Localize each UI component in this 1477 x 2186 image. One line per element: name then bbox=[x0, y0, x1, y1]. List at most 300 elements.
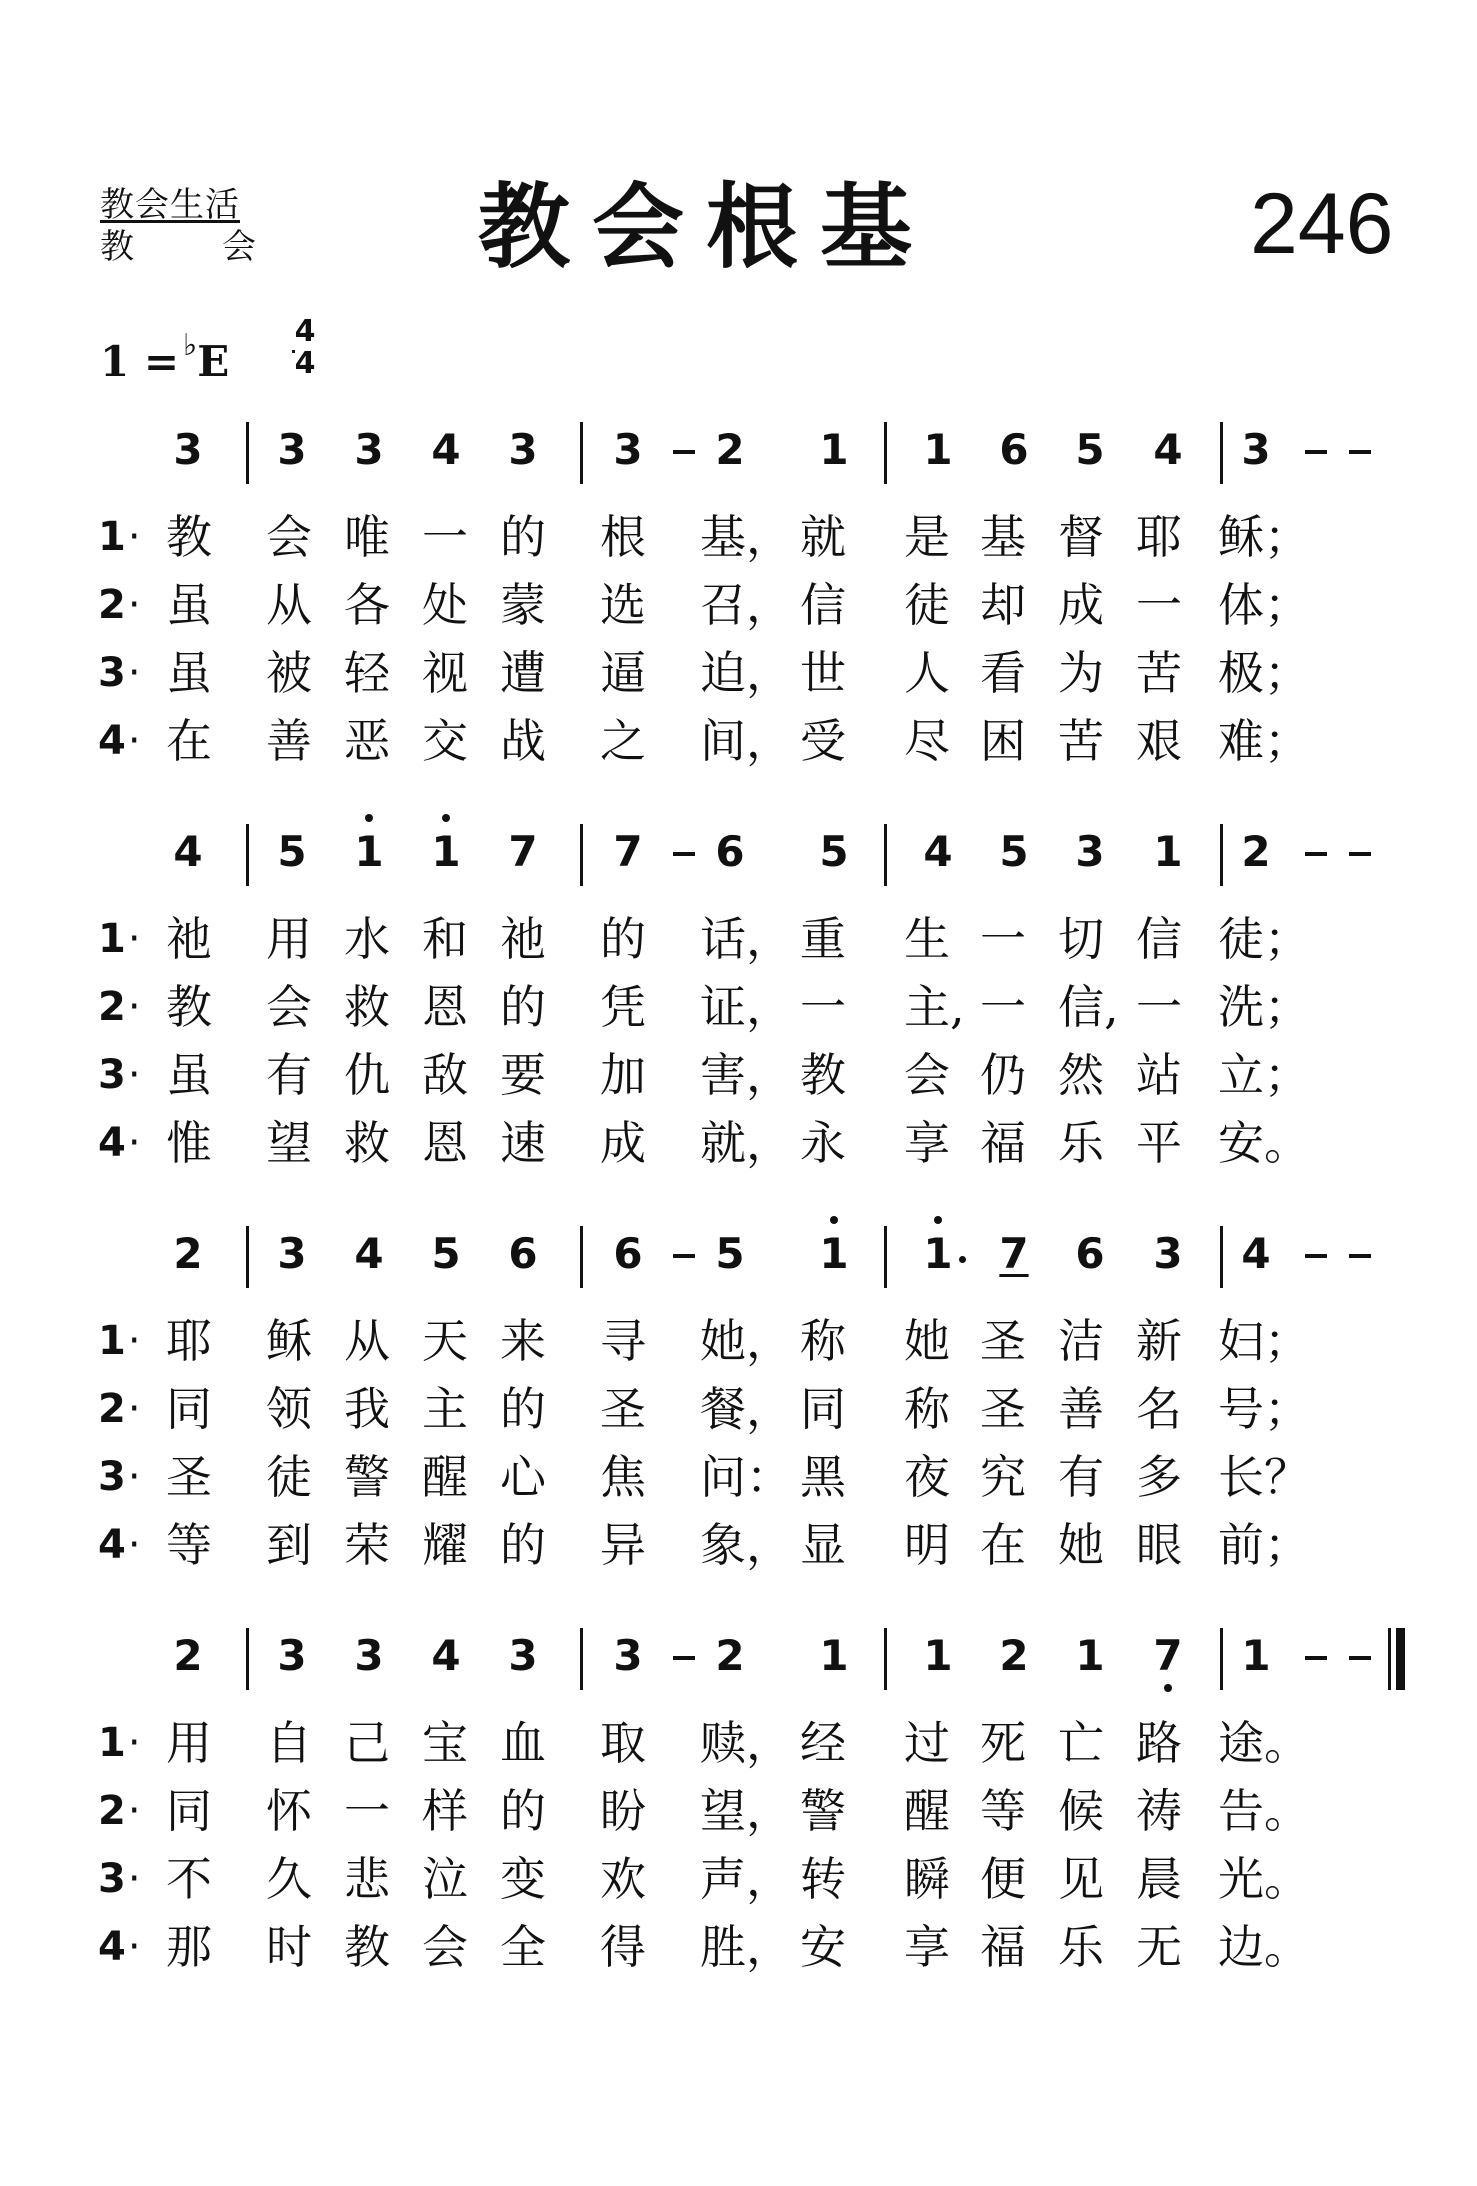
lyric-syllable: 迫， bbox=[700, 646, 792, 700]
lyric-syllable: 的 bbox=[600, 912, 646, 966]
dash-rest bbox=[673, 1656, 695, 1660]
lyric-syllable: 时 bbox=[266, 1920, 312, 1974]
lyric-syllable: 便 bbox=[980, 1852, 1026, 1906]
final-barline-thin bbox=[1388, 1628, 1391, 1690]
lyric-syllable: 遭 bbox=[500, 646, 546, 700]
verse-number: 2 · bbox=[98, 980, 141, 1034]
lyric-syllable: 间， bbox=[700, 714, 792, 768]
lyric-syllable: 苦 bbox=[1058, 714, 1104, 768]
lyric-syllable: 视 bbox=[422, 646, 468, 700]
note: 3 bbox=[1153, 1229, 1183, 1278]
dash-rest bbox=[673, 852, 695, 856]
lyric-syllable: 变 bbox=[500, 1852, 546, 1906]
lyric-syllable: 就， bbox=[700, 1116, 792, 1170]
lyric-syllable: 黑 bbox=[800, 1450, 846, 1504]
lyric-syllable: 一 bbox=[980, 980, 1026, 1034]
lyric-syllable: 死 bbox=[980, 1716, 1026, 1770]
lyric-syllable: 前； bbox=[1218, 1518, 1310, 1572]
barline bbox=[580, 1628, 583, 1690]
lyric-syllable: 仍 bbox=[980, 1048, 1026, 1102]
lyric-syllable: 多 bbox=[1136, 1450, 1182, 1504]
category-secondary-left: 教 bbox=[100, 227, 135, 267]
lyric-syllable: 的 bbox=[500, 1784, 546, 1838]
barline bbox=[1220, 1226, 1223, 1288]
note: 6 bbox=[508, 1229, 538, 1278]
lyric-syllable: 久 bbox=[266, 1852, 312, 1906]
dash-rest bbox=[1349, 1254, 1371, 1258]
lyric-syllable: 显 bbox=[800, 1518, 846, 1572]
lyric-syllable: 虽 bbox=[166, 1048, 212, 1102]
lyric-syllable: 边。 bbox=[1218, 1920, 1310, 1974]
lyric-syllable: 祂 bbox=[166, 912, 212, 966]
barline bbox=[884, 422, 887, 484]
lyric-syllable: 祷 bbox=[1136, 1784, 1182, 1838]
lyric-syllable: 教 bbox=[344, 1920, 390, 1974]
lyric-syllable: 安 bbox=[800, 1920, 846, 1974]
lyric-syllable: 不 bbox=[166, 1852, 212, 1906]
lyric-syllable: 赎， bbox=[700, 1716, 792, 1770]
verse-line bbox=[0, 646, 1477, 700]
lyric-syllable: 称 bbox=[800, 1314, 846, 1368]
lyric-syllable: 得 bbox=[600, 1920, 646, 1974]
lyric-syllable: 血 bbox=[500, 1716, 546, 1770]
lyric-syllable: 心 bbox=[500, 1450, 546, 1504]
verse-line bbox=[0, 1450, 1477, 1504]
lyric-syllable: 享 bbox=[904, 1116, 950, 1170]
lyric-syllable: 无 bbox=[1136, 1920, 1182, 1974]
lyric-syllable: 尽 bbox=[904, 714, 950, 768]
lyric-syllable: 妇； bbox=[1218, 1314, 1310, 1368]
lyric-syllable: 我 bbox=[344, 1382, 390, 1436]
lyric-syllable: 究 bbox=[980, 1450, 1026, 1504]
lyric-syllable: 一 bbox=[1136, 980, 1182, 1034]
verse-line bbox=[0, 1784, 1477, 1838]
verse-number: 3 · bbox=[98, 1450, 141, 1504]
lyric-syllable: 督 bbox=[1058, 510, 1104, 564]
lyric-syllable: 会 bbox=[266, 980, 312, 1034]
lyric-syllable: 加 bbox=[600, 1048, 646, 1102]
note: 3 bbox=[1241, 425, 1271, 474]
lyric-syllable: 平 bbox=[1136, 1116, 1182, 1170]
lyric-syllable: 她 bbox=[904, 1314, 950, 1368]
note: 1 bbox=[923, 1631, 953, 1680]
note: 3 bbox=[613, 1631, 643, 1680]
lyric-syllable: 逼 bbox=[600, 646, 646, 700]
lyric-syllable: 蒙 bbox=[500, 578, 546, 632]
lyric-syllable: 己 bbox=[344, 1716, 390, 1770]
note: 1 bbox=[349, 828, 389, 876]
lyric-syllable: 耶 bbox=[1136, 510, 1182, 564]
lyric-syllable: 虽 bbox=[166, 646, 212, 700]
lyric-syllable: 的 bbox=[500, 1382, 546, 1436]
lyric-syllable: 教 bbox=[166, 510, 212, 564]
lyric-syllable: 速 bbox=[500, 1116, 546, 1170]
lyric-syllable: 水 bbox=[344, 912, 390, 966]
final-barline-thick bbox=[1396, 1628, 1405, 1690]
lyric-syllable: 夜 bbox=[904, 1450, 950, 1504]
note: 5 bbox=[819, 827, 849, 876]
dash-rest bbox=[1305, 450, 1327, 454]
lyric-syllable: 各 bbox=[344, 578, 390, 632]
note: 7 bbox=[613, 827, 643, 876]
note: 7 bbox=[999, 1229, 1029, 1278]
lyric-syllable: 醒 bbox=[422, 1450, 468, 1504]
lyric-syllable: 极； bbox=[1218, 646, 1310, 700]
lyric-syllable: 和 bbox=[422, 912, 468, 966]
lyric-syllable: 警 bbox=[800, 1784, 846, 1838]
lyric-syllable: 餐， bbox=[700, 1382, 792, 1436]
note: 1 bbox=[814, 1230, 854, 1278]
lyric-syllable: 成 bbox=[1058, 578, 1104, 632]
lyric-syllable: 恩 bbox=[422, 1116, 468, 1170]
lyric-syllable: 会 bbox=[422, 1920, 468, 1974]
lyric-syllable: 明 bbox=[904, 1518, 950, 1572]
lyric-syllable: 福 bbox=[980, 1116, 1026, 1170]
lyric-syllable: 乐 bbox=[1058, 1116, 1104, 1170]
note: 3 bbox=[354, 425, 384, 474]
lyric-syllable: 被 bbox=[266, 646, 312, 700]
note: 7 bbox=[508, 827, 538, 876]
lyric-syllable: 享 bbox=[904, 1920, 950, 1974]
lyric-syllable: 切 bbox=[1058, 912, 1104, 966]
note: 5 bbox=[431, 1229, 461, 1278]
lyric-syllable: 名 bbox=[1136, 1382, 1182, 1436]
lyric-syllable: 望 bbox=[266, 1116, 312, 1170]
note: 4 bbox=[1153, 425, 1183, 474]
lyric-syllable: 宝 bbox=[422, 1716, 468, 1770]
lyric-syllable: 长？ bbox=[1218, 1450, 1310, 1504]
note: 1 bbox=[1075, 1631, 1105, 1680]
note: 1 bbox=[923, 425, 953, 474]
lyric-syllable: 洁 bbox=[1058, 1314, 1104, 1368]
note: 2 bbox=[715, 425, 745, 474]
verse-number: 3 · bbox=[98, 1048, 141, 1102]
lyric-syllable: 用 bbox=[166, 1716, 212, 1770]
lyric-syllable: 同 bbox=[800, 1382, 846, 1436]
verse-line bbox=[0, 1382, 1477, 1436]
verse-number: 3 · bbox=[98, 1852, 141, 1906]
lyric-syllable: 福 bbox=[980, 1920, 1026, 1974]
lyric-syllable: 望， bbox=[700, 1784, 792, 1838]
barline bbox=[580, 422, 583, 484]
lyric-syllable: 到 bbox=[266, 1518, 312, 1572]
note: 3 bbox=[508, 1631, 538, 1680]
note: 2 bbox=[999, 1631, 1029, 1680]
lyric-syllable: 在 bbox=[166, 714, 212, 768]
lyric-syllable: 圣 bbox=[980, 1314, 1026, 1368]
lyric-syllable: 艰 bbox=[1136, 714, 1182, 768]
lyric-syllable: 亡 bbox=[1058, 1716, 1104, 1770]
lyric-syllable: 来 bbox=[500, 1314, 546, 1368]
lyric-syllable: 告。 bbox=[1218, 1784, 1310, 1838]
note: 1 bbox=[1241, 1631, 1271, 1680]
verse-line bbox=[0, 1048, 1477, 1102]
lyric-syllable: 一 bbox=[980, 912, 1026, 966]
verse-line bbox=[0, 1116, 1477, 1170]
verse-number: 1 · bbox=[98, 510, 141, 564]
lyric-syllable: 信, bbox=[1058, 980, 1119, 1034]
lyric-syllable: 瞬 bbox=[904, 1852, 950, 1906]
lyric-syllable: 同 bbox=[166, 1382, 212, 1436]
lyric-syllable: 胜， bbox=[700, 1920, 792, 1974]
lyric-syllable: 怀 bbox=[266, 1784, 312, 1838]
note: 2 bbox=[173, 1631, 203, 1680]
lyric-syllable: 会 bbox=[904, 1048, 950, 1102]
lyric-syllable: 候 bbox=[1058, 1784, 1104, 1838]
lyric-syllable: 警 bbox=[344, 1450, 390, 1504]
lyric-syllable: 领 bbox=[266, 1382, 312, 1436]
dash-rest bbox=[673, 450, 695, 454]
lyric-syllable: 天 bbox=[422, 1314, 468, 1368]
note: 1 bbox=[1153, 827, 1183, 876]
lyric-syllable: 的 bbox=[500, 510, 546, 564]
lyric-syllable: 教 bbox=[166, 980, 212, 1034]
barline bbox=[580, 1226, 583, 1288]
note: 4 bbox=[354, 1229, 384, 1278]
category-primary: 教会生活 bbox=[100, 185, 240, 225]
lyric-syllable: 一 bbox=[422, 510, 468, 564]
lyric-syllable: 耀 bbox=[422, 1518, 468, 1572]
lyric-syllable: 重 bbox=[800, 912, 846, 966]
lyric-syllable: 根 bbox=[600, 510, 646, 564]
lyric-syllable: 乐 bbox=[1058, 1920, 1104, 1974]
note: 1 bbox=[819, 425, 849, 474]
key-prefix: 1 = bbox=[100, 337, 180, 386]
note: 3 bbox=[354, 1631, 384, 1680]
note: 1 bbox=[918, 1230, 958, 1278]
lyric-syllable: 从 bbox=[344, 1314, 390, 1368]
time-signature-bottom: 4 bbox=[294, 346, 316, 381]
lyric-syllable: 主 bbox=[422, 1382, 468, 1436]
lyric-syllable: 站 bbox=[1136, 1048, 1182, 1102]
lyric-syllable: 耶 bbox=[166, 1314, 212, 1368]
lyric-syllable: 过 bbox=[904, 1716, 950, 1770]
verse-number: 3 · bbox=[98, 646, 141, 700]
lyric-syllable: 全 bbox=[500, 1920, 546, 1974]
lyric-syllable: 象， bbox=[700, 1518, 792, 1572]
verse-number: 4 · bbox=[98, 1518, 141, 1572]
lyric-syllable: 永 bbox=[800, 1116, 846, 1170]
barline bbox=[246, 824, 249, 886]
note: 5 bbox=[999, 827, 1029, 876]
barline bbox=[246, 422, 249, 484]
lyric-syllable: 一 bbox=[800, 980, 846, 1034]
verse-line bbox=[0, 1852, 1477, 1906]
lyric-syllable: 安。 bbox=[1218, 1116, 1310, 1170]
dash-rest bbox=[1305, 1254, 1327, 1258]
note: 3 bbox=[1075, 827, 1105, 876]
lyric-syllable: 晨 bbox=[1136, 1852, 1182, 1906]
barline bbox=[884, 1226, 887, 1288]
flat-sign: ♭ bbox=[183, 328, 198, 363]
lyric-syllable: 转 bbox=[800, 1852, 846, 1906]
lyric-syllable: 醒 bbox=[904, 1784, 950, 1838]
verse-line bbox=[0, 510, 1477, 564]
barline bbox=[884, 1628, 887, 1690]
lyric-syllable: 在 bbox=[980, 1518, 1026, 1572]
note: 5 bbox=[1075, 425, 1105, 474]
lyric-syllable: 异 bbox=[600, 1518, 646, 1572]
lyric-syllable: 然 bbox=[1058, 1048, 1104, 1102]
lyric-syllable: 自 bbox=[266, 1716, 312, 1770]
lyric-syllable: 悲 bbox=[344, 1852, 390, 1906]
lyric-syllable: 人 bbox=[904, 646, 950, 700]
verse-number: 2 · bbox=[98, 578, 141, 632]
lyric-syllable: 从 bbox=[266, 578, 312, 632]
lyric-syllable: 主, bbox=[904, 980, 965, 1034]
lyric-syllable: 的 bbox=[500, 1518, 546, 1572]
lyric-syllable: 欢 bbox=[600, 1852, 646, 1906]
lyric-syllable: 善 bbox=[1058, 1382, 1104, 1436]
lyric-syllable: 的 bbox=[500, 980, 546, 1034]
lyric-syllable: 仇 bbox=[344, 1048, 390, 1102]
lyric-syllable: 体； bbox=[1218, 578, 1310, 632]
lyric-syllable: 路 bbox=[1136, 1716, 1182, 1770]
lyric-syllable: 稣； bbox=[1218, 510, 1310, 564]
verse-number: 4 · bbox=[98, 714, 141, 768]
lyric-syllable: 盼 bbox=[600, 1784, 646, 1838]
lyric-syllable: 话， bbox=[700, 912, 792, 966]
hymn-number: 246 bbox=[1250, 176, 1394, 272]
lyric-syllable: 取 bbox=[600, 1716, 646, 1770]
lyric-syllable: 信 bbox=[1136, 912, 1182, 966]
lyric-syllable: 基， bbox=[700, 510, 792, 564]
note: 1 bbox=[819, 1631, 849, 1680]
barline bbox=[884, 824, 887, 886]
note: 3 bbox=[613, 425, 643, 474]
barline bbox=[1220, 1628, 1223, 1690]
lyric-syllable: 眼 bbox=[1136, 1518, 1182, 1572]
lyric-syllable: 惟 bbox=[166, 1116, 212, 1170]
category-secondary bbox=[100, 227, 257, 267]
lyric-syllable: 见 bbox=[1058, 1852, 1104, 1906]
lyric-syllable: 成 bbox=[600, 1116, 646, 1170]
lyric-syllable: 教 bbox=[800, 1048, 846, 1102]
key-signature bbox=[100, 328, 229, 386]
verse-number: 4 · bbox=[98, 1116, 141, 1170]
lyric-syllable: 之 bbox=[600, 714, 646, 768]
lyric-syllable: 祂 bbox=[500, 912, 546, 966]
lyric-syllable: 圣 bbox=[980, 1382, 1026, 1436]
lyric-syllable: 受 bbox=[800, 714, 846, 768]
lyric-syllable: 声， bbox=[700, 1852, 792, 1906]
barline bbox=[246, 1628, 249, 1690]
lyric-syllable: 生 bbox=[904, 912, 950, 966]
lyric-syllable: 荣 bbox=[344, 1518, 390, 1572]
barline bbox=[1220, 422, 1223, 484]
note: 6 bbox=[613, 1229, 643, 1278]
note: 2 bbox=[1241, 827, 1271, 876]
note: 3 bbox=[277, 1229, 307, 1278]
lyric-syllable: 寻 bbox=[600, 1314, 646, 1368]
lyric-syllable: 有 bbox=[266, 1048, 312, 1102]
lyric-syllable: 问： bbox=[700, 1450, 792, 1504]
verse-line bbox=[0, 578, 1477, 632]
note: 3 bbox=[173, 425, 203, 474]
lyric-syllable: 会 bbox=[266, 510, 312, 564]
lyric-syllable: 难； bbox=[1218, 714, 1310, 768]
lyric-syllable: 敌 bbox=[422, 1048, 468, 1102]
verse-line bbox=[0, 714, 1477, 768]
verse-line bbox=[0, 980, 1477, 1034]
lyric-syllable: 途。 bbox=[1218, 1716, 1310, 1770]
lyric-syllable: 同 bbox=[166, 1784, 212, 1838]
note: 5 bbox=[277, 827, 307, 876]
note: 4 bbox=[431, 1631, 461, 1680]
lyric-syllable: 召， bbox=[700, 578, 792, 632]
lyric-syllable: 救 bbox=[344, 1116, 390, 1170]
lyric-syllable: 看 bbox=[980, 646, 1026, 700]
hymn-title: 教会根基 bbox=[478, 174, 935, 281]
lyric-syllable: 称 bbox=[904, 1382, 950, 1436]
lyric-syllable: 光。 bbox=[1218, 1852, 1310, 1906]
lyric-syllable: 恶 bbox=[344, 714, 390, 768]
lyric-syllable: 唯 bbox=[344, 510, 390, 564]
dash-rest bbox=[1305, 852, 1327, 856]
note: 1 bbox=[426, 828, 466, 876]
lyric-syllable: 圣 bbox=[166, 1450, 212, 1504]
lyric-syllable: 要 bbox=[500, 1048, 546, 1102]
dash-rest bbox=[673, 1254, 695, 1258]
lyric-syllable: 圣 bbox=[600, 1382, 646, 1436]
verse-number: 1 · bbox=[98, 1716, 141, 1770]
lyric-syllable: 就 bbox=[800, 510, 846, 564]
verse-number: 2 · bbox=[98, 1382, 141, 1436]
lyric-syllable: 那 bbox=[166, 1920, 212, 1974]
time-signature-top: 4 bbox=[294, 314, 316, 349]
lyric-syllable: 等 bbox=[980, 1784, 1026, 1838]
lyric-syllable: 徒 bbox=[266, 1450, 312, 1504]
note: 3 bbox=[508, 425, 538, 474]
lyric-syllable: 困 bbox=[980, 714, 1026, 768]
lyric-syllable: 虽 bbox=[166, 578, 212, 632]
note: 7 bbox=[1148, 1632, 1188, 1680]
lyric-syllable: 稣 bbox=[266, 1314, 312, 1368]
lyric-syllable: 凭 bbox=[600, 980, 646, 1034]
lyric-syllable: 经 bbox=[800, 1716, 846, 1770]
verse-line bbox=[0, 1920, 1477, 1974]
note: 3 bbox=[277, 425, 307, 474]
lyric-syllable: 等 bbox=[166, 1518, 212, 1572]
note: 2 bbox=[173, 1229, 203, 1278]
lyric-syllable: 处 bbox=[422, 578, 468, 632]
key-letter: E bbox=[197, 337, 230, 386]
lyric-syllable: 苦 bbox=[1136, 646, 1182, 700]
note: 4 bbox=[173, 827, 203, 876]
dash-rest bbox=[1305, 1656, 1327, 1660]
lyric-syllable: 焦 bbox=[600, 1450, 646, 1504]
lyric-syllable: 害， bbox=[700, 1048, 792, 1102]
verse-line bbox=[0, 1716, 1477, 1770]
lyric-syllable: 徒 bbox=[904, 578, 950, 632]
lyric-syllable: 立； bbox=[1218, 1048, 1310, 1102]
lyric-syllable: 是 bbox=[904, 510, 950, 564]
verse-line bbox=[0, 1518, 1477, 1572]
verse-line bbox=[0, 1314, 1477, 1368]
lyric-syllable: 恩 bbox=[422, 980, 468, 1034]
verse-number: 1 · bbox=[98, 912, 141, 966]
lyric-syllable: 轻 bbox=[344, 646, 390, 700]
note: 6 bbox=[1075, 1229, 1105, 1278]
category-secondary-right: 会 bbox=[222, 227, 257, 267]
lyric-syllable: 信 bbox=[800, 578, 846, 632]
lyric-syllable: 证， bbox=[700, 980, 792, 1034]
verse-number: 2 · bbox=[98, 1784, 141, 1838]
lyric-syllable: 她 bbox=[1058, 1518, 1104, 1572]
lyric-syllable: 号； bbox=[1218, 1382, 1310, 1436]
lyric-syllable: 战 bbox=[500, 714, 546, 768]
lyric-syllable: 基 bbox=[980, 510, 1026, 564]
